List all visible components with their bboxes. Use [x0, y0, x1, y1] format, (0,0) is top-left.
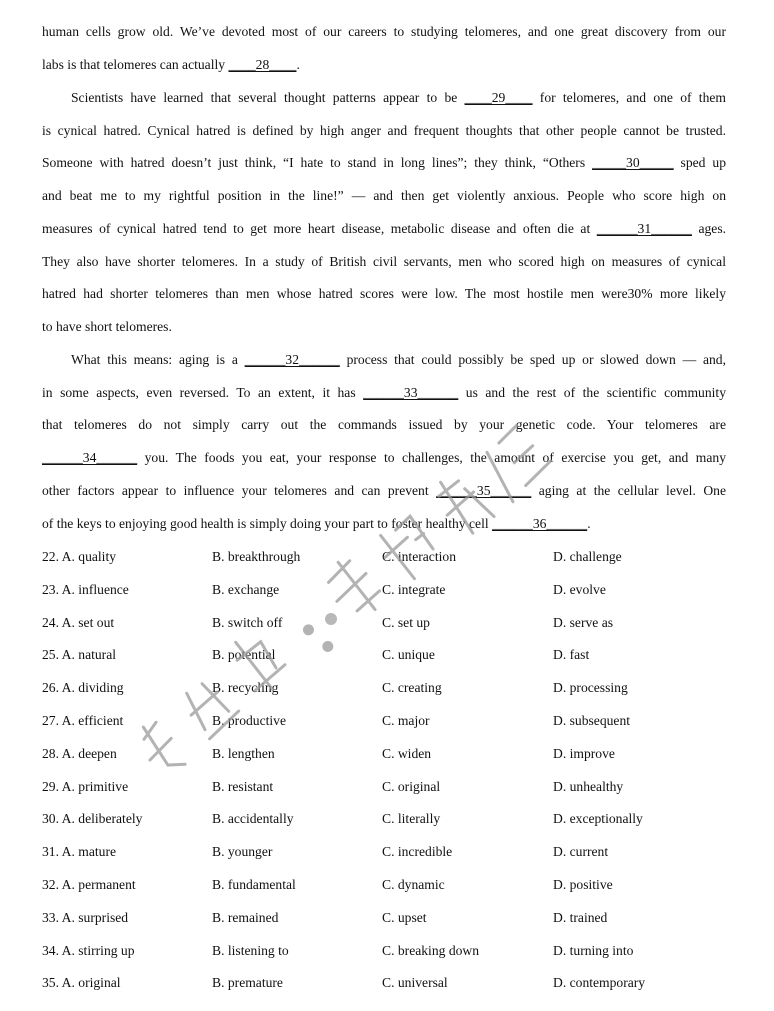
passage-line: that telomeres do not simply carry out the commands issued by your genetic code. Your telomeres are — [42, 417, 726, 432]
option-a: 28. A. deepen — [42, 745, 117, 761]
option-d: D. unhealthy — [553, 778, 624, 794]
question-number: 24. — [42, 614, 59, 630]
blank-32: ______32______ — [244, 352, 340, 367]
option-a: 25. A. natural — [42, 647, 117, 663]
option-d: D. subsequent — [553, 713, 631, 728]
question-number: 32. — [42, 877, 59, 892]
option-b: B. resistant — [212, 778, 274, 794]
passage-line: is cynical hatred. Cynical hatred is defined by high anger and frequent thoughts that other people cannot be trusted. — [42, 123, 726, 138]
passage-line: They also have shorter telomeres. In a study of British civil servants, men who scored high on measures of cynical — [42, 254, 726, 269]
option-c: C. widen — [382, 745, 432, 761]
question-row — [42, 875, 742, 895]
option-c: C. incredible — [382, 844, 453, 860]
option-b: B. recycling — [212, 680, 279, 696]
question-number: 22. — [42, 549, 59, 564]
passage-line: of the keys to enjoying good health is simply doing your part to foster healthy cell ______36______. — [42, 516, 591, 531]
question-row — [42, 973, 742, 993]
watermark-text: 公众号：学词别慌张 — [0, 0, 9, 1]
question-row — [42, 678, 742, 698]
passage-line: measures of cynical hatred tend to get more heart disease, metabolic disease and often die at ______31______ ages. — [42, 221, 727, 236]
option-a: 26. A. dividing — [42, 680, 124, 696]
option-d: D. improve — [553, 745, 615, 761]
option-c: C. universal — [382, 975, 448, 991]
option-d: D. serve as — [553, 614, 614, 630]
option-c: C. unique — [382, 647, 435, 663]
question-number: 28. — [42, 745, 59, 761]
question-number: 23. — [42, 581, 59, 597]
passage-line: What this means: aging is a ______32______ process that could possibly be sped up or slowed down — and, — [71, 352, 726, 367]
question-row — [42, 777, 742, 797]
passage-line: human cells grow old. We’ve devoted most of our careers to studying telomeres, and one great discovery from our — [42, 24, 726, 39]
question-number: 30. — [42, 811, 59, 827]
option-d: D. positive — [553, 877, 613, 892]
blank-31: ______31______ — [596, 221, 692, 236]
question-number: 27. — [42, 713, 59, 728]
question-number: 31. — [42, 844, 59, 860]
option-c: C. major — [382, 713, 430, 728]
option-b: B. breakthrough — [212, 549, 301, 564]
blank-33: ______33______ — [363, 385, 459, 400]
option-b: B. switch off — [212, 614, 283, 630]
option-b: B. fundamental — [212, 877, 296, 892]
option-a: 29. A. primitive — [42, 778, 129, 794]
option-c: C. breaking down — [382, 942, 480, 958]
question-number: 29. — [42, 778, 59, 794]
option-b: B. younger — [212, 844, 273, 860]
passage-line: in some aspects, even reversed. To an extent, it has ______33______ us and the rest of the scientific community — [42, 385, 726, 400]
option-a: 27. A. efficient — [42, 713, 124, 728]
option-a: 32. A. permanent — [42, 877, 136, 892]
option-d: D. trained — [553, 909, 608, 925]
blank-35: ______35______ — [436, 483, 532, 498]
question-number: 33. — [42, 909, 59, 925]
option-c: C. creating — [382, 680, 442, 696]
question-row — [42, 744, 742, 764]
option-d: D. fast — [553, 647, 590, 663]
option-c: C. literally — [382, 811, 441, 827]
option-b: B. remained — [212, 909, 279, 925]
option-a: 24. A. set out — [42, 614, 115, 630]
option-d: D. evolve — [553, 581, 606, 597]
option-b: B. accidentally — [212, 811, 294, 827]
passage-line: Scientists have learned that several thought patterns appear to be ____29____ for telomeres, and one of them — [71, 90, 726, 105]
option-d: D. exceptionally — [553, 811, 643, 827]
passage-line: and beat me to my rightful position in the line!” — and then get violently anxious. People who score high on — [42, 188, 726, 203]
option-c: C. interaction — [382, 549, 456, 564]
option-d: D. contemporary — [553, 975, 646, 991]
option-a: 31. A. mature — [42, 844, 117, 860]
question-row — [42, 580, 742, 600]
option-b: B. listening to — [212, 942, 289, 958]
option-a: 23. A. influence — [42, 581, 129, 597]
question-row — [42, 547, 742, 567]
blank-29: ____29____ — [464, 90, 533, 105]
question-number: 35. — [42, 975, 59, 991]
option-d: D. challenge — [553, 549, 622, 564]
blank-30: _____30_____ — [592, 155, 674, 170]
option-b: B. potential — [212, 647, 276, 663]
blank-28: ____28____ — [228, 57, 297, 72]
question-row — [42, 908, 742, 928]
option-c: C. dynamic — [382, 877, 445, 892]
question-row — [42, 809, 742, 829]
option-c: C. integrate — [382, 581, 446, 597]
question-number: 25. — [42, 647, 59, 663]
passage-line: other factors appear to influence your telomeres and can prevent ______35______ aging at the cellular level. One — [42, 483, 726, 498]
option-b: B. premature — [212, 975, 283, 991]
option-b: B. productive — [212, 713, 286, 728]
option-a: 33. A. surprised — [42, 909, 129, 925]
option-d: D. turning into — [553, 942, 634, 958]
option-c: C. upset — [382, 909, 427, 925]
option-a: 35. A. original — [42, 975, 121, 991]
question-row — [42, 613, 742, 633]
question-number: 34. — [42, 942, 59, 958]
blank-34: ______34______ — [42, 450, 138, 465]
passage-line: hatred had shorter telomeres than men whose hatred scores were low. The most hostile men were30% more likely — [42, 286, 726, 301]
option-d: D. processing — [553, 680, 628, 696]
option-a: 22. A. quality — [42, 549, 117, 564]
question-row — [42, 842, 742, 862]
passage-line: ______34______ you. The foods you eat, your response to challenges, the amount of exercise you get, and many — [42, 450, 726, 465]
passage-line: labs is that telomeres can actually ____28____. — [42, 57, 300, 72]
option-b: B. lengthen — [212, 745, 275, 761]
question-row — [42, 711, 742, 731]
option-b: B. exchange — [212, 581, 280, 597]
blank-36: ______36______ — [492, 516, 588, 531]
option-a: 34. A. stirring up — [42, 942, 135, 958]
question-number: 26. — [42, 680, 59, 696]
question-row — [42, 645, 742, 665]
option-d: D. current — [553, 844, 609, 860]
passage-line: Someone with hatred doesn’t just think, “I hate to stand in long lines”; they think, “Others _____30_____ sped up — [42, 155, 726, 170]
question-row — [42, 941, 742, 961]
option-c: C. set up — [382, 614, 430, 630]
option-a: 30. A. deliberately — [42, 811, 143, 827]
option-c: C. original — [382, 778, 441, 794]
passage-line: to have short telomeres. — [42, 319, 172, 334]
